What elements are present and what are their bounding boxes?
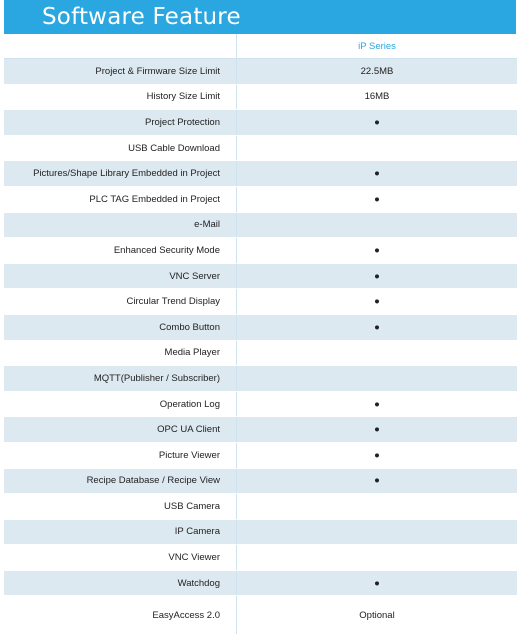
- table-row: [4, 545, 517, 571]
- feature-label: Circular Trend Display: [4, 289, 237, 315]
- table-row: [4, 135, 517, 161]
- page-title: Software Feature: [42, 4, 241, 30]
- feature-label: MQTT(Publisher / Subscriber): [4, 366, 237, 392]
- table-row: [4, 442, 517, 468]
- feature-value: [237, 135, 518, 161]
- table-row: [4, 289, 517, 315]
- table-row: [4, 468, 517, 494]
- feature-label: OPC UA Client: [4, 417, 237, 443]
- feature-label: Operation Log: [4, 391, 237, 417]
- feature-dot: ●: [237, 161, 518, 187]
- table-row: [4, 212, 517, 238]
- header-label-cell: [4, 34, 237, 59]
- table-row: [4, 84, 517, 110]
- table-row: [4, 314, 517, 340]
- feature-label: Picture Viewer: [4, 442, 237, 468]
- feature-dot: ●: [237, 186, 518, 212]
- feature-value: [237, 519, 518, 545]
- feature-label: Combo Button: [4, 314, 237, 340]
- table-row: [4, 340, 517, 366]
- feature-label: History Size Limit: [4, 84, 237, 110]
- feature-label: USB Camera: [4, 494, 237, 520]
- feature-label: PLC TAG Embedded in Project: [4, 186, 237, 212]
- feature-label: Pictures/Shape Library Embedded in Project: [4, 161, 237, 187]
- feature-label: IP Camera: [4, 519, 237, 545]
- feature-value: [237, 340, 518, 366]
- feature-label: EasyAccess 2.0: [4, 596, 237, 635]
- feature-label: USB Cable Download: [4, 135, 237, 161]
- table-row: [4, 186, 517, 212]
- feature-label: VNC Server: [4, 263, 237, 289]
- series-column-header: iP Series: [237, 34, 518, 59]
- feature-label: Enhanced Security Mode: [4, 238, 237, 264]
- table-row: [4, 391, 517, 417]
- feature-dot: ●: [237, 110, 518, 136]
- feature-value: 16MB: [237, 84, 518, 110]
- feature-label: Watchdog: [4, 570, 237, 596]
- table-row: [4, 596, 517, 635]
- table-row: [4, 366, 517, 392]
- feature-dot: ●: [237, 238, 518, 264]
- table-row: [4, 110, 517, 136]
- table-row: [4, 519, 517, 545]
- table-row: [4, 161, 517, 187]
- table-row: [4, 570, 517, 596]
- feature-dot: ●: [237, 570, 518, 596]
- feature-label: e-Mail: [4, 212, 237, 238]
- feature-dot: ●: [237, 417, 518, 443]
- feature-dot: ●: [237, 468, 518, 494]
- table-row: [4, 238, 517, 264]
- feature-value: [237, 494, 518, 520]
- feature-label: VNC Viewer: [4, 545, 237, 571]
- feature-label: Project & Firmware Size Limit: [4, 59, 237, 85]
- feature-label: Project Protection: [4, 110, 237, 136]
- feature-dot: ●: [237, 289, 518, 315]
- feature-value: [237, 212, 518, 238]
- feature-dot: ●: [237, 391, 518, 417]
- feature-dot: ●: [237, 263, 518, 289]
- feature-table: [4, 34, 517, 635]
- feature-value: Optional: [237, 596, 518, 635]
- feature-value: [237, 366, 518, 392]
- table-header-row: [4, 34, 517, 59]
- feature-value: [237, 545, 518, 571]
- title-banner: [4, 0, 516, 34]
- table-row: [4, 263, 517, 289]
- feature-value: 22.5MB: [237, 59, 518, 85]
- feature-label: Media Player: [4, 340, 237, 366]
- table-row: [4, 494, 517, 520]
- table-row: [4, 59, 517, 85]
- feature-dot: ●: [237, 314, 518, 340]
- feature-dot: ●: [237, 442, 518, 468]
- feature-label: Recipe Database / Recipe View: [4, 468, 237, 494]
- table-row: [4, 417, 517, 443]
